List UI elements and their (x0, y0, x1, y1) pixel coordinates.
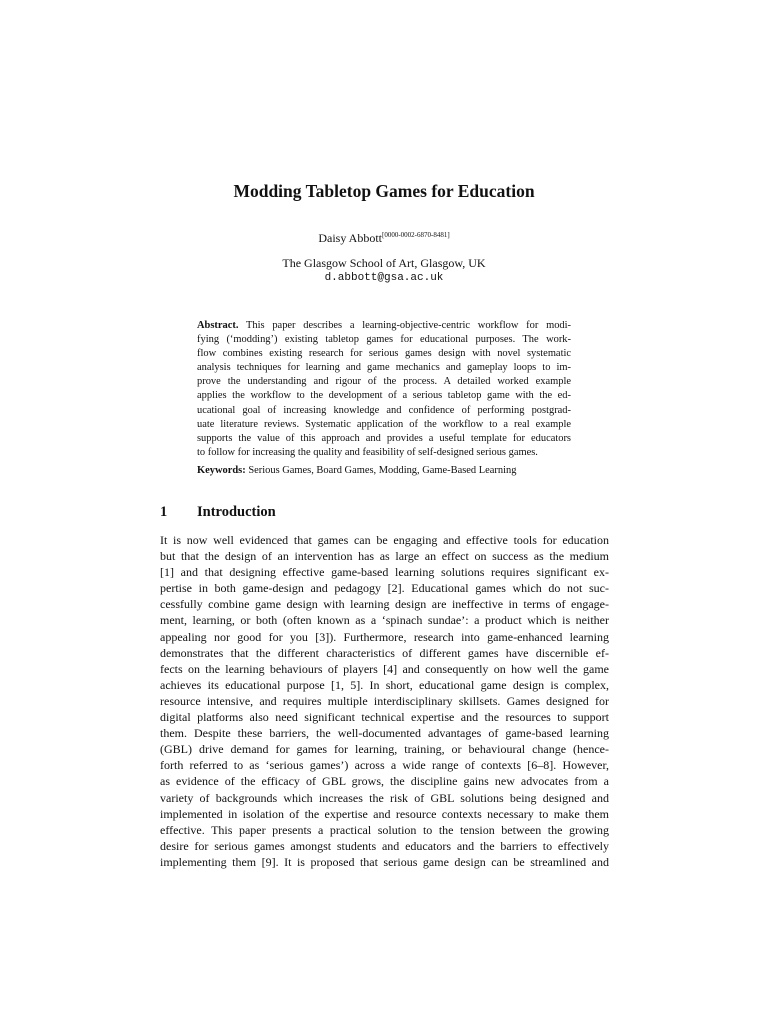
abstract-line: analysis techniques for learning and game mechanics and gameplay loops to im- (197, 362, 571, 374)
abstract-line: to follow for increasing the quality and feasibility of self-designed serious games. (197, 446, 538, 458)
body-line: variety of backgrounds which increases the risk of GBL solutions being designed and (160, 790, 609, 805)
section-number: 1 (160, 504, 168, 520)
body-line: It is now well evidenced that games can be engaging and effective tools for education (160, 533, 609, 547)
body-line: (GBL) drive demand for games for learning, training, or behavioural change (hence- (160, 742, 609, 757)
keywords (197, 464, 571, 478)
abstract-line: prove the understanding and rigour of the process. A detailed worked example (197, 376, 571, 388)
abstract-line: fying (‘modding’) existing tabletop games for educational purposes. The work- (197, 334, 571, 346)
author-affiliation: The Glasgow School of Art, Glasgow, UK (282, 256, 486, 270)
abstract-line: flow combines existing research for serious games design with novel systematic (197, 348, 571, 360)
body-line: resource intensive, and requires multiple interdisciplinary skillsets. Games designed for (160, 693, 609, 708)
body-line: desire for serious games amongst students and educators and the barriers to effectively (160, 838, 609, 853)
body-line: effective. This paper presents a practical solution to the tension between the growing (160, 822, 609, 837)
body-line: demonstrates that the different characteristics of different games have discernible ef- (160, 645, 609, 660)
author-orcid: [0000-0002-6870-8481] (382, 231, 450, 239)
author-name: Daisy Abbott (318, 231, 382, 245)
body-line: fects on the learning behaviours of players [4] and consequently on how well the game (160, 661, 609, 676)
body-line: implementing them [9]. It is proposed that serious game design can be streamlined and (160, 854, 609, 869)
body-line: cessfully combine game design with learning design are ineffective in terms of engage- (160, 597, 609, 612)
body-line: them. Despite these barriers, the well-documented advantages of game-based learning (160, 726, 609, 741)
abstract-line: uate literature reviews. Systematic application of the workflow to a real example (197, 418, 571, 430)
body-line: appealing nor good for you [3]). Furthermore, research into game-enhanced learning (160, 629, 609, 644)
paper-title: Modding Tabletop Games for Education (233, 181, 535, 201)
abstract-label: Abstract. (197, 320, 239, 331)
body-line: but that the design of an intervention has as large an effect on success as the medium (160, 549, 609, 564)
body-line: digital platforms also need significant technical expertise and the resources to support (160, 710, 609, 725)
body-line: achieves its educational purpose [1, 5]. In short, educational game design is complex, (160, 677, 609, 692)
body-line: forth referred to as ‘serious games’) across a wide range of contexts [6–8]. However, (160, 758, 609, 773)
abstract-line: Abstract. This paper describes a learning-objective-centric workflow for modi- (197, 320, 572, 331)
body-line: ment, learning, or both (often known as a ‘spinach sundae’: a product which is neither (160, 613, 609, 628)
abstract-line: applies the workflow to the development of a serious tabletop game with the ed- (197, 390, 571, 402)
section-title: Introduction (197, 504, 276, 520)
author-email: d.abbott@gsa.ac.uk (324, 272, 444, 284)
body-line: [1] and that designing effective game-based learning solutions requires significant ex- (160, 565, 609, 580)
section-body (160, 532, 609, 870)
body-line: implemented in isolation of the expertise and resource contexts necessary to make them (160, 806, 609, 821)
keywords-text: Serious Games, Board Games, Modding, Game-Based Learning (248, 465, 517, 476)
body-line: pertise in both game-design and pedagogy [2]. Educational games which do not suc- (160, 581, 609, 596)
abstract (197, 319, 571, 460)
author-line (0, 230, 768, 246)
abstract-line: ucational goal of increasing knowledge and confidence of performing postgrad- (197, 404, 571, 416)
abstract-line: supports the value of this approach and provides a useful template for educators (197, 432, 571, 444)
body-line: as evidence of the efficacy of GBL grows, the discipline gains new advocates from a (160, 774, 609, 789)
keywords-label: Keywords: (197, 465, 246, 476)
